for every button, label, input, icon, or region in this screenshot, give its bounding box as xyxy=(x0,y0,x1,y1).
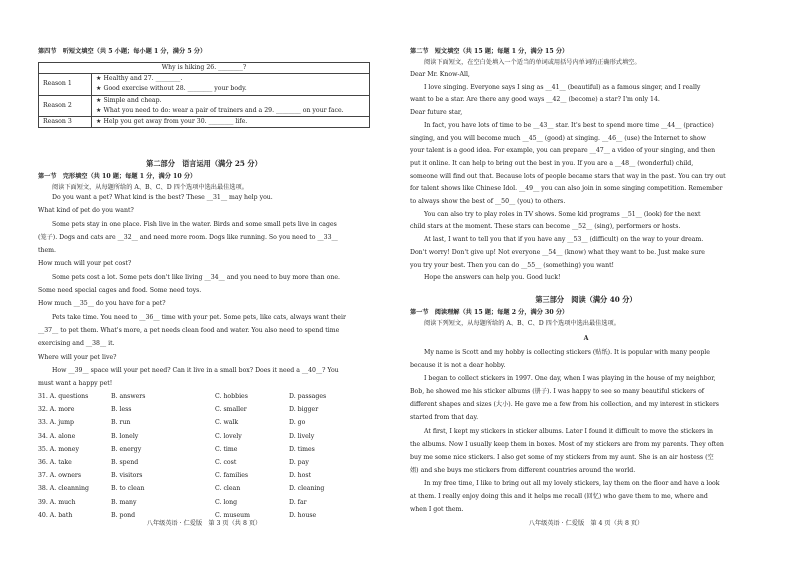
option-text: C. time xyxy=(215,445,238,453)
option-text: C. walk xyxy=(215,419,239,427)
text-line: Hope the answers can help you. Good luck! xyxy=(424,274,561,282)
option-text: D. bigger xyxy=(289,406,319,414)
option-text: C. hobbies xyxy=(215,393,248,400)
option-text: C. cost xyxy=(215,459,237,466)
text-line: because it is not a dear hobby. xyxy=(410,362,506,370)
text-line: you try your best. Then you can do __55__ (something) you want! xyxy=(410,261,615,269)
page-footer-left: 八年级英语 · 仁爱版 第 3 页（共 8 页） xyxy=(146,519,262,527)
option-text: D. lively xyxy=(289,432,315,440)
text-line: the albums. Now I usually keep them in boxes. Most of my stickers are from my parents. They often xyxy=(410,440,724,448)
option-text: C. clean xyxy=(215,485,241,493)
option-text: B. answers xyxy=(111,393,146,400)
text-line: Pets take time. You need to __36__ time with your pet. Some pets, like cats, always want their xyxy=(52,313,346,321)
section2-title: 第二节 短文填空（共 15 题；每题 1 分，满分 15 分） xyxy=(410,48,569,55)
text-line: At first, I kept my stickers in sticker albums. Later I found it difficult to move the stickers in xyxy=(424,427,714,435)
text-line: when I got them. xyxy=(410,506,464,514)
right-page xyxy=(410,0,762,561)
text-line: Some need special cages and food. Some need toys. xyxy=(38,287,202,295)
text-line: want to be a star. Are there any good ways __42__ (become) a star? I'm only 14. xyxy=(410,96,660,104)
table-heading: Why is hiking 26. ________? xyxy=(39,63,370,74)
text-line: How much will your pet cost? xyxy=(38,260,132,268)
option-text: C. families xyxy=(215,472,249,480)
option-text: C. long xyxy=(215,498,238,506)
text-line: for talent shows like Chinese Idol. __49__ you can also join in some singing competition. Remember xyxy=(410,185,723,193)
text-line: to always show the best of __50__ (you) to others. xyxy=(410,198,566,206)
option-text: C. museum xyxy=(215,511,250,519)
left-page xyxy=(38,0,370,561)
text-line: at them. I really enjoy doing this and it helps me recall (回忆) who gave them to me, where and xyxy=(410,493,708,501)
option-text: 32. A. more xyxy=(38,406,75,414)
reason-1-line: ★ Healthy and 27. ________. xyxy=(96,75,183,83)
reading-instructions: 阅读下列短文，从每题所给的 A、B、C、D 四个选项中选出最佳选项。 xyxy=(424,320,620,327)
text-line: Some pets stay in one place. Fish live in the water. Birds and some small pets live in cages xyxy=(52,220,337,228)
option-text: B. lonely xyxy=(111,432,139,440)
text-line: Some pets cost a lot. Some pets don't like living __34__ and you need to buy more than one. xyxy=(52,273,340,281)
option-text: B. pond xyxy=(111,511,136,519)
text-line: Dear Mr. Know-All, xyxy=(410,71,470,78)
option-text: 33. A. jump xyxy=(38,419,74,427)
cloze-section-title: 第一节 完形填空（共 10 题；每题 1 分，满分 10 分） xyxy=(38,173,197,180)
option-text: 36. A. take xyxy=(38,459,72,466)
option-text: 35. A. money xyxy=(38,445,79,453)
option-text: 31. A. questions xyxy=(38,393,89,400)
option-text: D. times xyxy=(289,445,315,453)
text-line: exercising and __38__ it. xyxy=(38,340,115,348)
text-line: buy me some nice stickers. I also get some of my stickers from my aunt. She is an air hostess (空 xyxy=(410,453,714,461)
text-line: __37__ to pet them. What's more, a pet needs clean food and water. You also need to spend time xyxy=(38,326,340,334)
text-line: How __39__ space will your pet need? Can it live in a small box? Does it need a __40__? You xyxy=(52,366,339,374)
text-line: I began to collect stickers in 1997. One day, when I was playing in the house of my neighbor, xyxy=(424,375,716,383)
text-line: Where will your pet live? xyxy=(38,353,117,361)
text-line: I love singing. Everyone says I sing as __41__ (beautiful) as a famous singer, and I really xyxy=(424,83,701,91)
text-line: different shapes and sizes (大小). He gave me a few from his collection, and my interest in stickers xyxy=(410,401,719,409)
option-text: 37. A. owners xyxy=(38,472,82,480)
text-line: You can also try to play roles in TV shows. Some kid programs __51__ (look) for the next xyxy=(424,210,701,218)
option-text: B. many xyxy=(111,498,137,506)
part3-title: 第三部分 阅读（满分 40 分） xyxy=(535,295,637,304)
option-text: 38. A. cleanning xyxy=(38,485,89,493)
text-line: What kind of pet do you want? xyxy=(38,207,134,215)
reason-3-line: ★ Help you get away from your 30. ________ life. xyxy=(96,118,248,126)
option-text: D. passages xyxy=(289,393,327,400)
fill-passage xyxy=(410,70,762,286)
passage-label: A xyxy=(583,335,589,342)
text-line: Bob, he showed me his sticker albums (册子). I was happy to see so many beautiful stickers of xyxy=(410,388,705,396)
text-line: My name is Scott and my hobby is collecting stickers (贴纸). It is popular with many people xyxy=(424,349,710,356)
reason-1-line: ★ Good exercise without 28. ________ your body. xyxy=(96,85,247,93)
option-text: B. spend xyxy=(111,459,139,466)
option-text: 34. A. alone xyxy=(38,432,76,440)
text-line: In fact, you have lots of time to be __43__ star. It's best to spend more time __44__ (practice) xyxy=(424,121,714,129)
text-line: 姐) and she buys me stickers from different countries around the world. xyxy=(410,466,636,474)
part2-title: 第二部分 语言运用（满分 25 分） xyxy=(146,159,262,168)
option-text: 39. A. much xyxy=(38,498,76,506)
option-text: D. pay xyxy=(289,459,309,466)
reading-section-title: 第一节 阅读理解（共 15 题；每题 2 分，满分 30 分） xyxy=(410,309,569,316)
reason-2-line: ★ What you need to do: wear a pair of trainers and a 29. ________ on your face. xyxy=(96,106,344,114)
option-text: D. far xyxy=(289,498,307,506)
reason-2-line: ★ Simple and cheap. xyxy=(96,96,162,104)
text-line: How much __35__ do you have for a pet? xyxy=(38,300,166,308)
option-text: B. run xyxy=(111,419,131,427)
option-text: B. less xyxy=(111,406,132,414)
text-line: Dear future star, xyxy=(410,109,463,117)
text-line: child stars at the moment. These stars can become __52__ (sing), performers or hosts. xyxy=(410,223,681,231)
option-text: D. cleaning xyxy=(289,485,325,493)
option-text: B. visitors xyxy=(111,472,143,480)
reason-1-label: Reason 1 xyxy=(39,74,92,95)
text-line: singing, and you will become much __45__ (good) at singing. __46__ (use) the Internet to show xyxy=(410,134,706,142)
section4-title: 第四节 听短文填空（共 5 小题；每小题 1 分，满分 5 分） xyxy=(38,48,207,55)
option-text: D. go xyxy=(289,419,306,427)
text-line: someone will find out that. Because lots of people became stars that way in the past. You can try out xyxy=(410,172,726,180)
cloze-instructions: 阅读下面短文，从每题所给的 A、B、C、D 四个选项中选出最佳选项。 xyxy=(52,184,248,191)
text-line: Don't worry! Don't give up! Not everyone __54__ (know) what they want to be. Just make sure xyxy=(410,248,705,256)
text-line: started from that day. xyxy=(410,414,479,422)
option-text: C. smaller xyxy=(215,406,247,414)
cloze-passage xyxy=(38,193,370,392)
text-line: them. xyxy=(38,247,56,255)
text-line: Do you want a pet? What kind is the best? These __31__ may help you. xyxy=(52,194,273,201)
text-line: your talent is a good idea. For example, you can prepare __47__ a video of your singing, and then xyxy=(410,147,716,155)
option-text: 40. A. bath xyxy=(38,511,73,519)
reason-3-label: Reason 3 xyxy=(39,117,92,128)
option-text: C. lovely xyxy=(215,432,242,440)
reason-2-label: Reason 2 xyxy=(39,95,92,116)
option-text: B. energy xyxy=(111,445,142,453)
option-text: D. house xyxy=(289,511,317,519)
page-footer-right: 八年级英语 · 仁爱版 第 4 页（共 8 页） xyxy=(528,519,644,527)
fill-instructions: 阅读下面短文，在空白处填入一个适当的单词或用括号内单词的正确形式填空。 xyxy=(424,59,641,66)
text-line: (笼子). Dogs and cats are __32__ and need more room. Dogs like running. So you need to __33__ xyxy=(38,233,338,241)
text-line: put it online. It can help to bring out the best in you. If you are a __48__ (wonderful) child, xyxy=(410,159,694,167)
reading-passage xyxy=(410,348,762,518)
text-line: In my free time, I like to bring out all my lovely stickers, lay them on the floor and have a look xyxy=(424,479,720,487)
option-text: D. host xyxy=(289,472,312,480)
text-line: At last, I want to tell you that if you have any __53__ (difficult) on the way to your dream. xyxy=(424,236,704,244)
text-line: must want a happy pet! xyxy=(38,380,113,388)
reasons-table xyxy=(38,62,370,128)
option-text: B. to clean xyxy=(111,485,145,493)
